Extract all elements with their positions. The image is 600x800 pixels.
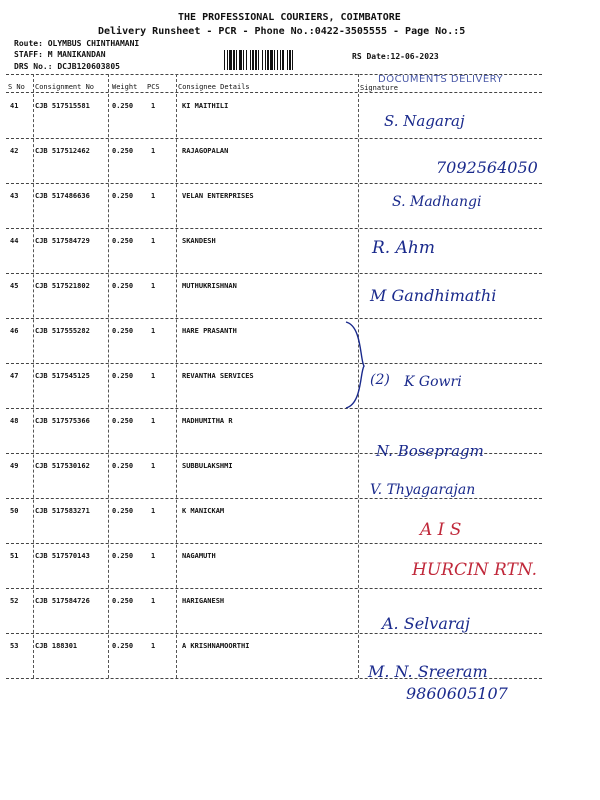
col-signature: Signature	[360, 84, 398, 92]
row-sno: 42	[10, 147, 19, 155]
row-consignment: CJB 517530162	[35, 462, 90, 470]
table-row	[0, 409, 600, 453]
row-consignee: HARIGANESH	[182, 597, 225, 605]
row-weight: 0.250	[112, 462, 134, 470]
signature-49: V. Thyagarajan	[370, 482, 476, 498]
rs-date: RS Date:12-06-2023	[352, 52, 439, 61]
row-weight: 0.250	[112, 147, 134, 155]
table-row	[0, 229, 600, 273]
table-row	[0, 589, 600, 633]
row-consignee: SKANDESH	[182, 237, 216, 245]
row-sno: 44	[10, 237, 19, 245]
row-weight: 0.250	[112, 237, 134, 245]
row-pcs: 1	[151, 102, 156, 110]
col-consignment: Consignment No	[35, 83, 95, 91]
route-label: Route: OLYMBUS CHINTHAMANI	[14, 39, 140, 48]
table-row	[0, 319, 600, 363]
row-consignee: REVANTHA SERVICES	[182, 372, 254, 380]
signature-43: S. Madhangi	[392, 194, 482, 210]
row-sno: 52	[10, 597, 19, 605]
table-row	[0, 274, 600, 318]
row-consignment: CJB 517575366	[35, 417, 90, 425]
row-consignment: CJB 517521802	[35, 282, 90, 290]
row-sno: 47	[10, 372, 19, 380]
row-consignment: CJB 517583271	[35, 507, 90, 515]
row-pcs: 1	[151, 147, 156, 155]
table-row	[0, 634, 600, 678]
row-pcs: 1	[151, 462, 156, 470]
row-pcs: 1	[151, 552, 156, 560]
row-weight: 0.250	[112, 507, 134, 515]
row-consignment: CJB 517584726	[35, 597, 90, 605]
row-pcs: 1	[151, 372, 156, 380]
col-pcs: PCS	[147, 83, 160, 91]
row-weight: 0.250	[112, 552, 134, 560]
row-weight: 0.250	[112, 417, 134, 425]
row-consignee: VELAN ENTERPRISES	[182, 192, 254, 200]
row-consignment: CJB 517512462	[35, 147, 90, 155]
table-row	[0, 364, 600, 408]
row-consignee: A KRISHNAMOORTHI	[182, 642, 250, 650]
brace-46-47	[340, 320, 370, 412]
signature-48: N. Bosepragm	[376, 442, 484, 460]
col-sno: S No	[8, 83, 25, 91]
row-consignee: MADHUMITHA R	[182, 417, 233, 425]
row-sno: 51	[10, 552, 19, 560]
col-weight: Weight	[112, 83, 138, 91]
header-bottom-rule	[6, 92, 542, 93]
row-sno: 41	[10, 102, 19, 110]
row-consignee: RAJAGOPALAN	[182, 147, 229, 155]
row-consignee: K MANICKAM	[182, 507, 225, 515]
row-pcs: 1	[151, 282, 156, 290]
row-sno: 46	[10, 327, 19, 335]
row-pcs: 1	[151, 597, 156, 605]
row-consignee: NAGAMUTH	[182, 552, 216, 560]
row-weight: 0.250	[112, 282, 134, 290]
row-pcs: 1	[151, 417, 156, 425]
drs-number: DRS No.: DCJB120603805	[14, 62, 120, 71]
row-weight: 0.250	[112, 642, 134, 650]
company-name: THE PROFESSIONAL COURIERS, COIMBATORE	[178, 12, 401, 23]
signature-51: HURCIN RTN.	[412, 560, 537, 580]
row-pcs: 1	[151, 192, 156, 200]
signature-52: A. Selvaraj	[382, 614, 470, 633]
table-row	[0, 94, 600, 138]
signature-41: S. Nagaraj	[384, 112, 465, 130]
runsheet-title: Delivery Runsheet - PCR - Phone No.:0422-3505555 - Page No.:5	[98, 26, 466, 37]
signature-47-count: (2)	[370, 372, 390, 388]
row-weight: 0.250	[112, 327, 134, 335]
row-consignment: CJB 517570143	[35, 552, 90, 560]
row-sno: 49	[10, 462, 19, 470]
row-consignee: HARE PRASANTH	[182, 327, 237, 335]
row-weight: 0.250	[112, 192, 134, 200]
col-consignee: Consignee Details	[178, 83, 250, 91]
documents-delivery-stamp: DOCUMENTS DELIVERY	[378, 74, 504, 85]
signature-45: M Gandhimathi	[370, 286, 497, 305]
row-pcs: 1	[151, 237, 156, 245]
row-consignment: CJB 517555282	[35, 327, 90, 335]
signature-44: R. Ahm	[372, 238, 435, 258]
row-consignment: CJB 188301	[35, 642, 78, 650]
row-weight: 0.250	[112, 372, 134, 380]
row-sno: 50	[10, 507, 19, 515]
staff-label: STAFF: M MANIKANDAN	[14, 50, 106, 59]
table-row	[0, 184, 600, 228]
table-row	[0, 454, 600, 498]
row-sno: 43	[10, 192, 19, 200]
row-consignment: CJB 517486636	[35, 192, 90, 200]
row-pcs: 1	[151, 507, 156, 515]
row-consignee: SUBBULAKSHMI	[182, 462, 233, 470]
row-sno: 48	[10, 417, 19, 425]
row-consignment: CJB 517515581	[35, 102, 90, 110]
header-top-rule	[6, 74, 542, 75]
row-pcs: 1	[151, 642, 156, 650]
row-sno: 53	[10, 642, 19, 650]
signature-53-phone: 9860605107	[406, 684, 508, 703]
signature-42: 7092564050	[436, 158, 538, 177]
row-weight: 0.250	[112, 102, 134, 110]
table-row	[0, 499, 600, 543]
signature-50: A I S	[420, 520, 462, 540]
signature-53: M. N. Sreeram	[368, 662, 488, 681]
signature-47: K Gowri	[404, 374, 462, 390]
row-consignee: KI MAITHILI	[182, 102, 229, 110]
row-consignment: CJB 517545125	[35, 372, 90, 380]
row-sno: 45	[10, 282, 19, 290]
drs-barcode	[224, 50, 344, 70]
row-consignment: CJB 517584729	[35, 237, 90, 245]
row-pcs: 1	[151, 327, 156, 335]
row-consignee: MUTHUKRISHNAN	[182, 282, 237, 290]
row-weight: 0.250	[112, 597, 134, 605]
